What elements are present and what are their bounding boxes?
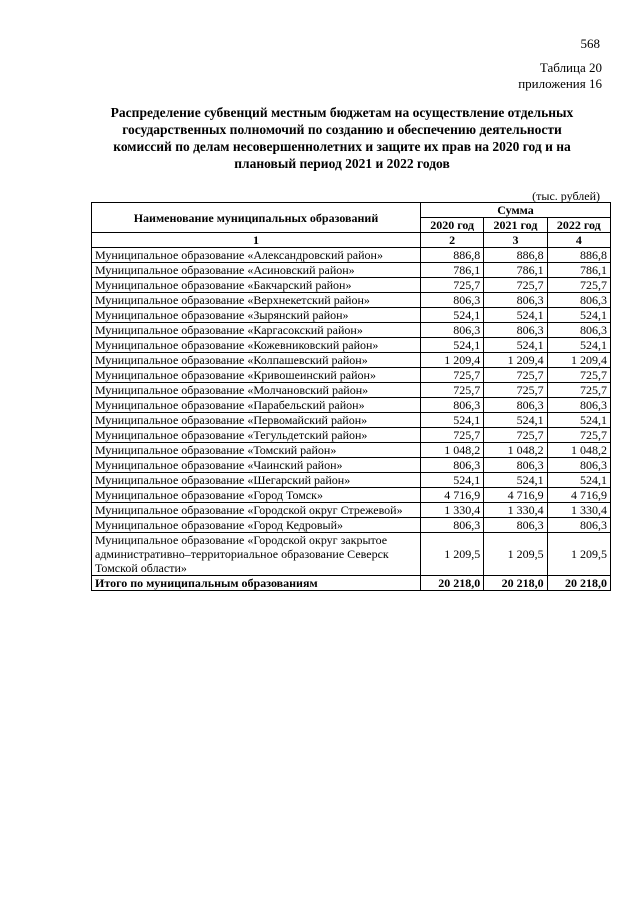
value-2020: 806,3 — [420, 518, 483, 533]
total-row — [92, 576, 611, 591]
table-row — [92, 473, 611, 488]
value-2021: 1 330,4 — [484, 503, 547, 518]
index-cell: 2 — [420, 233, 483, 248]
table-row — [92, 443, 611, 458]
header-year-2021: 2021 год — [484, 218, 547, 233]
municipality-name: Муниципальное образование «Колпашевский район» — [92, 353, 421, 368]
value-2022: 806,3 — [547, 323, 610, 338]
table-number: Таблица 20 — [539, 60, 602, 75]
value-2021: 806,3 — [484, 518, 547, 533]
municipality-name: Муниципальное образование «Каргасокский район» — [92, 323, 421, 338]
municipality-name: Муниципальное образование «Город Томск» — [92, 488, 421, 503]
table-row — [92, 458, 611, 473]
index-cell: 3 — [484, 233, 547, 248]
page-number: 568 — [580, 36, 600, 51]
total-2020: 20 218,0 — [420, 576, 483, 591]
table-row — [92, 368, 611, 383]
value-2021: 725,7 — [484, 368, 547, 383]
document-title: Распределение субвенций местным бюджетам на осуществление отдельных государственных полномочий по созданию и обеспечению деятельности комиссий по делам несовершеннолетних и защите их прав на 2020 год и на плановый период 2021 и 2022 годов — [110, 105, 574, 171]
value-2022: 786,1 — [547, 263, 610, 278]
value-2020: 1 209,4 — [420, 353, 483, 368]
municipality-name: Муниципальное образование «Зырянский район» — [92, 308, 421, 323]
value-2022: 524,1 — [547, 413, 610, 428]
municipality-name: Муниципальное образование «Кожевниковский район» — [92, 338, 421, 353]
value-2020: 886,8 — [420, 248, 483, 263]
value-2021: 886,8 — [484, 248, 547, 263]
value-2022: 725,7 — [547, 278, 610, 293]
value-2022: 806,3 — [547, 458, 610, 473]
value-2021: 806,3 — [484, 293, 547, 308]
value-2022: 886,8 — [547, 248, 610, 263]
value-2021: 806,3 — [484, 458, 547, 473]
table-row — [92, 323, 611, 338]
table-reference — [518, 60, 602, 92]
value-2021: 524,1 — [484, 308, 547, 323]
value-2022: 524,1 — [547, 338, 610, 353]
table-row — [92, 518, 611, 533]
municipality-name: Муниципальное образование «Тегульдетский район» — [92, 428, 421, 443]
value-2022: 806,3 — [547, 518, 610, 533]
table-row — [92, 533, 611, 576]
appendix-number: приложения 16 — [518, 76, 602, 91]
table-row — [92, 338, 611, 353]
value-2020: 806,3 — [420, 323, 483, 338]
value-2020: 806,3 — [420, 398, 483, 413]
total-label: Итого по муниципальным образованиям — [92, 576, 421, 591]
value-2022: 725,7 — [547, 383, 610, 398]
table-row — [92, 503, 611, 518]
value-2022: 4 716,9 — [547, 488, 610, 503]
value-2021: 524,1 — [484, 473, 547, 488]
municipality-name: Муниципальное образование «Бакчарский район» — [92, 278, 421, 293]
municipality-name: Муниципальное образование «Кривошеинский район» — [92, 368, 421, 383]
value-2022: 1 048,2 — [547, 443, 610, 458]
municipality-name: Муниципальное образование «Городской округ Стрежевой» — [92, 503, 421, 518]
municipality-name: Муниципальное образование «Молчановский район» — [92, 383, 421, 398]
table-body — [92, 248, 611, 576]
municipality-name: Муниципальное образование «Городской округ закрытое административно–территориальное образование Северск Томской области» — [92, 533, 421, 576]
table-row — [92, 428, 611, 443]
municipality-name: Муниципальное образование «Асиновский район» — [92, 263, 421, 278]
value-2021: 806,3 — [484, 323, 547, 338]
value-2022: 725,7 — [547, 368, 610, 383]
total-2021: 20 218,0 — [484, 576, 547, 591]
value-2020: 1 209,5 — [420, 533, 483, 576]
value-2021: 1 209,5 — [484, 533, 547, 576]
header-year-2020: 2020 год — [420, 218, 483, 233]
municipality-name: Муниципальное образование «Томский район» — [92, 443, 421, 458]
value-2020: 4 716,9 — [420, 488, 483, 503]
value-2021: 4 716,9 — [484, 488, 547, 503]
value-2020: 524,1 — [420, 413, 483, 428]
header-name: Наименование муниципальных образований — [92, 203, 421, 233]
value-2020: 806,3 — [420, 293, 483, 308]
value-2022: 725,7 — [547, 428, 610, 443]
table-row — [92, 308, 611, 323]
value-2021: 1 048,2 — [484, 443, 547, 458]
value-2021: 806,3 — [484, 398, 547, 413]
municipality-name: Муниципальное образование «Верхнекетский район» — [92, 293, 421, 308]
value-2021: 524,1 — [484, 413, 547, 428]
value-2020: 725,7 — [420, 383, 483, 398]
value-2021: 786,1 — [484, 263, 547, 278]
table-row — [92, 488, 611, 503]
table-row — [92, 248, 611, 263]
table-row — [92, 413, 611, 428]
municipality-name: Муниципальное образование «Шегарский район» — [92, 473, 421, 488]
table-row — [92, 278, 611, 293]
municipality-name: Муниципальное образование «Александровский район» — [92, 248, 421, 263]
value-2022: 524,1 — [547, 473, 610, 488]
units-label: (тыс. рублей) — [532, 189, 600, 203]
value-2020: 725,7 — [420, 368, 483, 383]
value-2020: 524,1 — [420, 473, 483, 488]
value-2021: 725,7 — [484, 278, 547, 293]
municipality-name: Муниципальное образование «Первомайский район» — [92, 413, 421, 428]
value-2021: 1 209,4 — [484, 353, 547, 368]
value-2020: 725,7 — [420, 278, 483, 293]
municipality-name: Муниципальное образование «Парабельский район» — [92, 398, 421, 413]
total-2022: 20 218,0 — [547, 576, 610, 591]
value-2021: 725,7 — [484, 428, 547, 443]
table-row — [92, 383, 611, 398]
value-2020: 1 330,4 — [420, 503, 483, 518]
value-2022: 1 209,4 — [547, 353, 610, 368]
value-2022: 806,3 — [547, 293, 610, 308]
subvention-table — [91, 202, 611, 591]
value-2020: 1 048,2 — [420, 443, 483, 458]
table-row — [92, 293, 611, 308]
table-row — [92, 353, 611, 368]
table-row — [92, 398, 611, 413]
municipality-name: Муниципальное образование «Чаинский район» — [92, 458, 421, 473]
table-row — [92, 263, 611, 278]
value-2020: 524,1 — [420, 308, 483, 323]
value-2020: 806,3 — [420, 458, 483, 473]
value-2022: 806,3 — [547, 398, 610, 413]
value-2020: 524,1 — [420, 338, 483, 353]
value-2021: 725,7 — [484, 383, 547, 398]
header-sum: Сумма — [420, 203, 610, 218]
header-year-2022: 2022 год — [547, 218, 610, 233]
index-cell: 1 — [92, 233, 421, 248]
value-2020: 786,1 — [420, 263, 483, 278]
value-2022: 524,1 — [547, 308, 610, 323]
municipality-name: Муниципальное образование «Город Кедровый» — [92, 518, 421, 533]
value-2020: 725,7 — [420, 428, 483, 443]
index-cell: 4 — [547, 233, 610, 248]
value-2022: 1 330,4 — [547, 503, 610, 518]
value-2021: 524,1 — [484, 338, 547, 353]
value-2022: 1 209,5 — [547, 533, 610, 576]
